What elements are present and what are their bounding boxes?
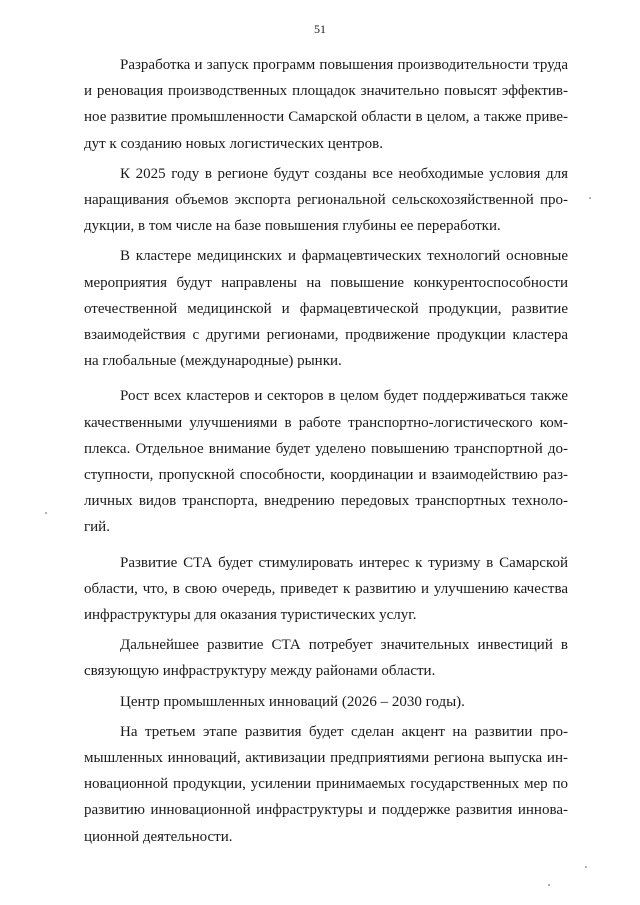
scan-speck — [45, 512, 47, 514]
section-heading-innovation-center: Центр промышленных инноваций (2026 – 2030 годы). — [120, 693, 465, 710]
paragraph-agro-export: К 2025 году в регионе будут созданы все необходимые условия для наращивания объемов экспорта региональной сельскохозяйственной продукции, в том числе на базе повышения глубины ее переработки. — [84, 165, 568, 235]
paragraph-third-stage: На третьем этапе развития будет сделан акцент на развитии промышленных инноваций, активизации предприятиями региона выпуска инновационной продукции, усилении принимаемых государственных мер по развитию инновационной инфраструктуры и поддержке развития инновационной деятельности. — [84, 723, 568, 845]
paragraph-medical-cluster: В кластере медицинских и фармацевтических технологий основные мероприятия будут направлены на повышение конкурентоспособности отечественной медицинской и фармацевтической продукции, развитие взаимодействия с другими регионами, продвижение продукции кластера на глобальные (международные) рынки. — [84, 248, 568, 370]
page-number: 51 — [314, 22, 326, 36]
scan-speck — [548, 884, 550, 886]
paragraph-sta-tourism: Развитие СТА будет стимулировать интерес к туризму в Самарской области, что, в свою очередь, приведет к развитию и улучшению качества инфраструктуры для оказания туристических услуг. — [84, 554, 568, 624]
paragraph-sta-investment: Дальнейшее развитие СТА потребует значительных инвестиций в связующую инфраструктуру между районами области. — [84, 637, 568, 680]
scan-speck — [585, 866, 587, 868]
body-text — [84, 52, 568, 850]
scan-speck — [589, 197, 591, 199]
paragraph-productivity: Разработка и запуск программ повышения производительности труда и реновация производственных площадок значительно повысят эффективное развитие промышленности Самарской области в целом, а также приведут к созданию новых логистических центров. — [84, 57, 568, 152]
paragraph-transport-logistics: Рост всех кластеров и секторов в целом будет поддерживаться также качественными улучшениями в работе транспортно-логистического комплекса. Отдельное внимание будет уделено повышению транспортной доступности, пропускной способности, координации и взаимодействию различных видов транспорта, внедрению передовых транспортных технологий. — [84, 388, 568, 536]
